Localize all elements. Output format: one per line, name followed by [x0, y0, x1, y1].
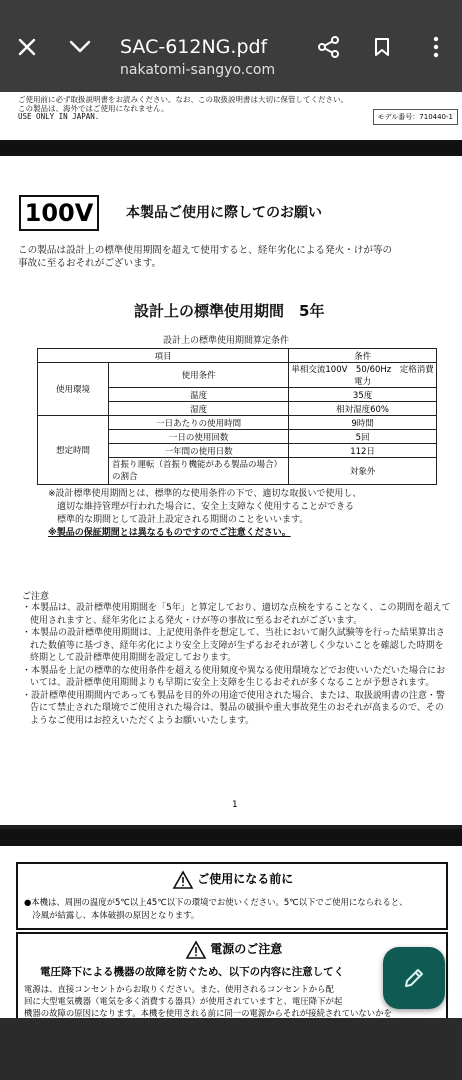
- table-cell: 相対湿度60%: [289, 402, 437, 416]
- usage-note-line: ご使用前に必ず取扱説明書をお読みください。なお、この取扱説明書は大切に保管してください。: [18, 95, 348, 104]
- row-group-label: 想定時間: [38, 416, 109, 485]
- note-line: 標準的な期間として設計上設定される期間のことをいいます。: [48, 515, 309, 525]
- power-line: 電源は、直接コンセントからお取りください。また、使用されるコンセントから配: [24, 984, 334, 994]
- note-line: 適切な維持管理が行われた場合に、安全上支障なく使用することができる: [48, 502, 355, 512]
- caution-item: ・本製品は、設計標準使用期間を「5年」と算定しており、適切な点検をすることなく、この期間を超えて使用されますと、経年劣化による発火・けが等の事故に至るおそれがございます。: [22, 603, 451, 626]
- before-use-title: [173, 870, 293, 889]
- table-cell: 112日: [289, 444, 437, 458]
- before-use-line: 冷風が結露し、本体破損の原因となります。: [24, 910, 200, 920]
- warning-icon: [173, 871, 193, 889]
- usage-note-line: USE ONLY IN JAPAN.: [18, 112, 100, 121]
- bottom-bar: [0, 1018, 462, 1080]
- note-line: ※設計標準使用期間とは、標準的な使用条件の下で、適切な取扱いで使用し、: [48, 489, 362, 499]
- period-title: 設計上の標準使用期間 5年: [134, 302, 325, 320]
- intro-line: 事故に至るおそれがございます。: [18, 258, 162, 269]
- table-cell: 対象外: [289, 458, 437, 485]
- table-header-row: [38, 349, 437, 363]
- warranty-note: ※製品の保証期間とは異なるものですのでご注意ください。: [48, 528, 291, 538]
- warning-icon: [186, 941, 206, 959]
- before-use-line: ●本機は、周囲の温度が5℃以上45℃以下の環境でお使いください。5℃以下でご使用になられると、: [24, 897, 408, 907]
- table-cell: 湿度: [109, 402, 289, 416]
- power-line: 機器の故障の原因になります。本機を使用される前に同一の電源からそれが接続されていないかを: [24, 1008, 392, 1018]
- intro-line: この製品は設計上の標準使用期間を超えて使用すると、経年劣化による発火・けが等の: [18, 245, 393, 256]
- close-icon[interactable]: [10, 30, 44, 64]
- table-header: 項目: [38, 349, 289, 363]
- table-cell: 温度: [109, 388, 289, 402]
- table-cell: 使用条件: [109, 363, 289, 388]
- table-caption: 設計上の標準使用期間算定条件: [163, 336, 290, 346]
- before-use-heading: ご使用になる前に: [197, 872, 294, 886]
- bookmark-icon[interactable]: [365, 30, 399, 64]
- table-cell: 一日の使用回数: [109, 430, 289, 444]
- caution-item: ・本製品の設計標準使用期間は、上記使用条件を想定して、当社において耐久試験等を行った結果算出された数値等に基づき、経年劣化により安全上支障が生ずるおそれが著しく少ないことを確認した時期を終期として設計標準使用期間を設定しております。: [22, 628, 445, 663]
- caution-item: ・設計標準使用期間内であっても製品を目的外の用途で使用された場合、または、取扱説明書の注意・警告にて禁止された環境でご使用された場合は、製品の破損や重大事故発生のおそれが高まるので、そのようなご使用はお控えいただくようお願いいたします。: [22, 690, 445, 726]
- power-caution-title: [186, 940, 282, 959]
- power-subheading: 電圧降下による機器の故障を防ぐため、以下の内容に注意してく: [40, 966, 345, 978]
- power-heading: 電源のご注意: [210, 942, 283, 956]
- power-line: 回に大型電気機器（電気を多く消費する器具）が使用されていますと、電圧降下が起: [24, 996, 343, 1006]
- model-number: モデル番号：710440-1: [373, 109, 458, 125]
- table-row: [38, 416, 437, 430]
- usage-conditions-table: [37, 348, 437, 485]
- table-cell: 一年間の使用日数: [109, 444, 289, 458]
- pencil-icon: [402, 966, 426, 990]
- before-use-text: [24, 896, 407, 922]
- page-number: 1: [232, 800, 238, 810]
- usage-note-line: この製品は、海外ではご使用になれません。: [18, 104, 169, 113]
- app-bar: [0, 0, 462, 92]
- table-cell: 一日あたりの使用時間: [109, 416, 289, 430]
- pdf-page-1: [0, 92, 462, 825]
- page-heading: 本製品ご使用に際してのお願い: [126, 205, 322, 221]
- document-title: SAC-612NG.pdf: [120, 36, 268, 58]
- more-vert-icon[interactable]: [419, 30, 453, 64]
- table-cell: 35度: [289, 388, 437, 402]
- intro-text: [18, 244, 458, 270]
- table-cell: 首振り運転（首振り機能がある製品の場合）の割合: [109, 458, 289, 485]
- page-header-bar: [0, 140, 462, 156]
- table-cell: 9時間: [289, 416, 437, 430]
- caution-list: [22, 602, 452, 727]
- before-use-box: [16, 862, 448, 930]
- share-icon[interactable]: [312, 30, 346, 64]
- caution-item: ・本製品を上記の標準的な使用条件を超える使用頻度や異なる使用環境などでお使いいただいた場合においては、設計標準使用期間よりも早期に安全上支障を生じるおそれが多くなることが予想されます。: [22, 665, 446, 688]
- page-divider-bar: [0, 829, 462, 846]
- caution-heading: ご注意: [22, 592, 50, 602]
- edit-button[interactable]: [383, 947, 445, 1009]
- table-row: [38, 363, 437, 388]
- chevron-down-icon[interactable]: [63, 30, 97, 64]
- table-cell: 単相交流100V 50/60Hz 定格消費電力: [289, 363, 437, 388]
- document-source: nakatomi-sangyo.com: [120, 62, 276, 78]
- definition-notes: [48, 488, 448, 540]
- table-header: 条件: [289, 349, 437, 363]
- voltage-badge: 100V: [19, 195, 99, 231]
- table-cell: 5回: [289, 430, 437, 444]
- row-group-label: 使用環境: [38, 363, 109, 416]
